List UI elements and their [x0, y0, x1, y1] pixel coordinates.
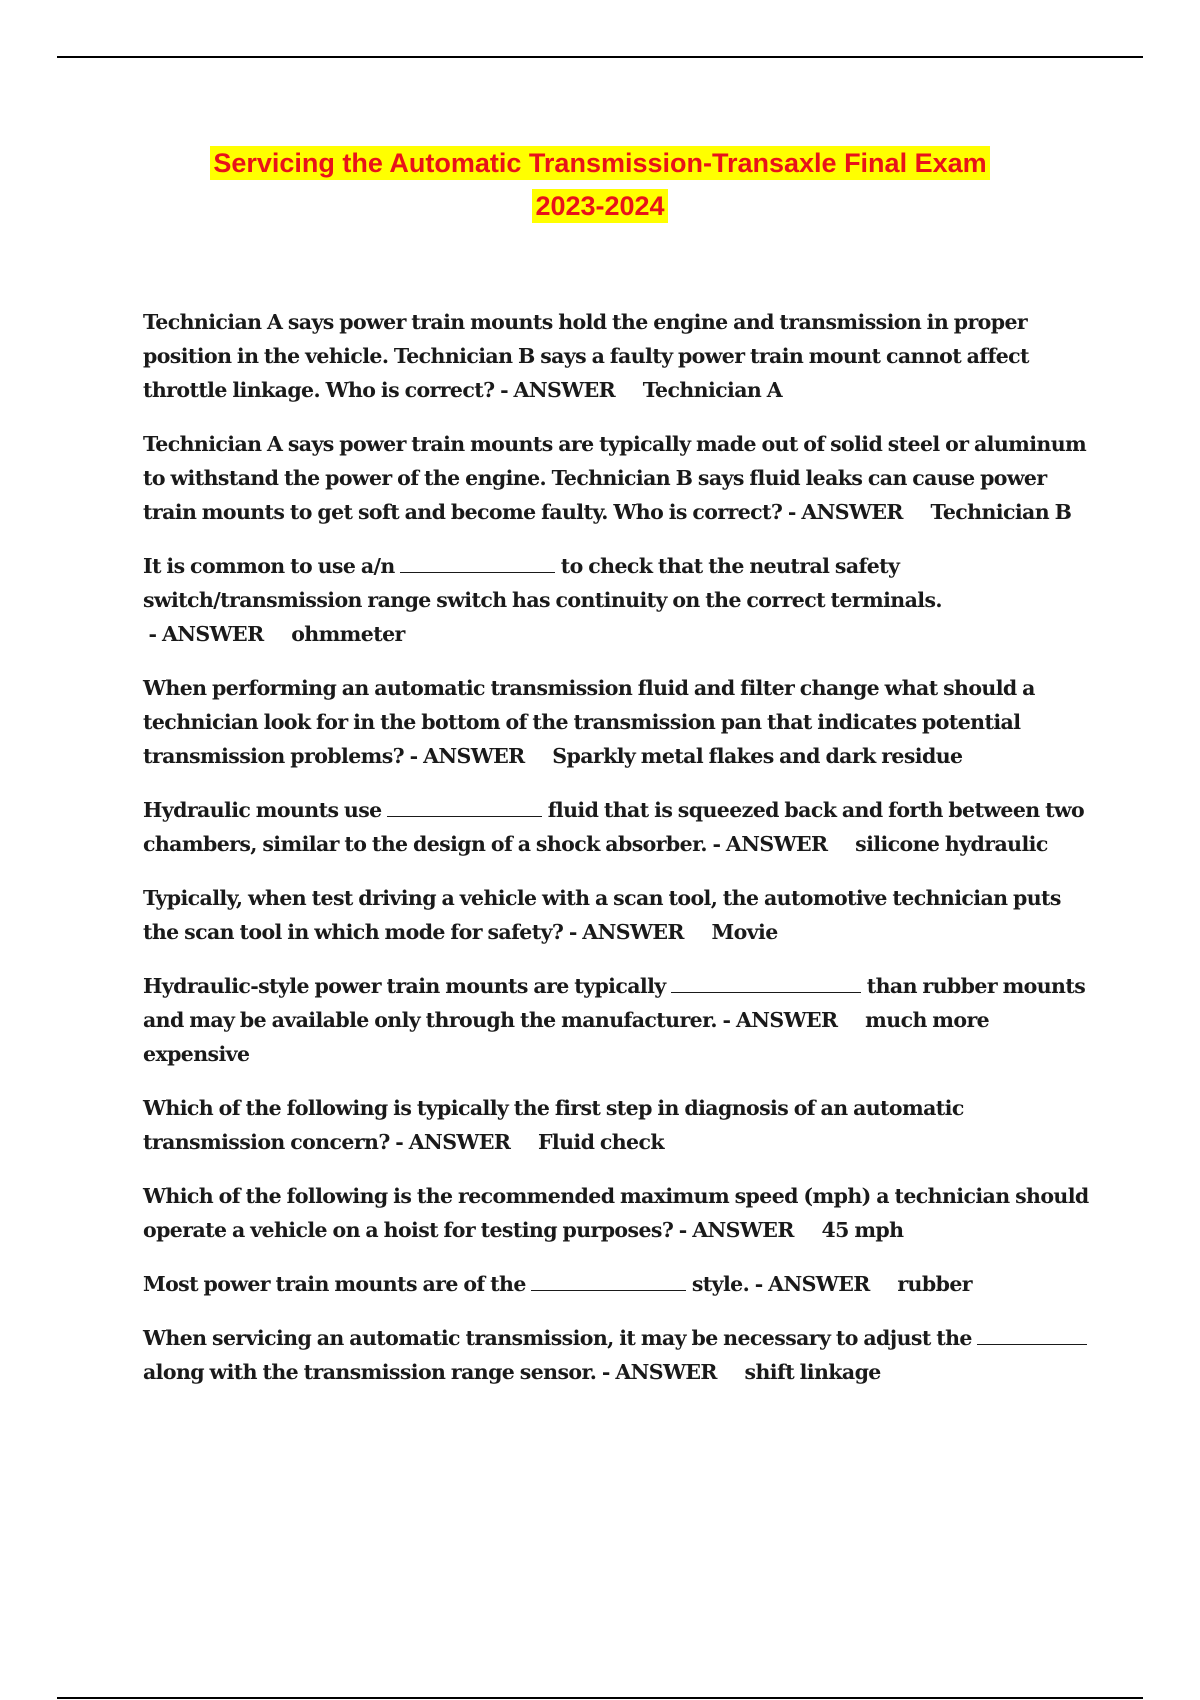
question-text: Technician A says power train mounts are typically made out of solid steel or aluminum to withstand the power of the engine. Technician B says fluid leaks can cause power train mounts to get soft and become faulty. Who is correct?	[143, 432, 1087, 524]
answer-text: much more expensive	[143, 1008, 990, 1066]
question-text-after: than rubber mounts and may be available only through the manufacturer.	[143, 974, 1086, 1032]
qa-item	[143, 1321, 1093, 1389]
title-line-1: Servicing the Automatic Transmission-Transaxle Final Exam	[210, 146, 989, 180]
answer-text: Technician A	[642, 378, 783, 402]
fill-in-blank	[977, 1324, 1087, 1345]
question-text: Technician A says power train mounts hold the engine and transmission in proper position in the vehicle. Technician B says a faulty power train mount cannot affect throttle linkage. Who is correct?	[143, 310, 1029, 402]
answer-text: Sparkly metal flakes and dark residue	[552, 744, 963, 768]
question-text-before: Most power train mounts are of the	[143, 1272, 526, 1296]
answer-separator: - ANSWER	[143, 622, 292, 646]
question-text: When performing an automatic transmission fluid and filter change what should a technician look for in the bottom of the transmission pan that indicates potential transmission problems?	[143, 676, 1035, 768]
qa-item	[143, 1091, 1093, 1159]
question-text-after: fluid that is squeezed back and forth between two chambers, similar to the design of a shock absorber.	[143, 798, 1085, 856]
qa-item	[143, 305, 1093, 407]
fill-in-blank	[671, 972, 861, 993]
qa-item	[143, 671, 1093, 773]
answer-text: Fluid check	[537, 1130, 664, 1154]
question-text: Which of the following is typically the first step in diagnosis of an automatic transmission concern?	[143, 1096, 964, 1154]
question-text-after: style.	[691, 1272, 750, 1296]
answer-separator: - ANSWER	[782, 500, 931, 524]
answer-separator: - ANSWER	[706, 832, 856, 856]
answer-text: Movie	[711, 920, 778, 944]
answer-separator: - ANSWER	[389, 1130, 538, 1154]
answer-separator: - ANSWER	[563, 920, 712, 944]
title-line-2: 2023-2024	[532, 189, 667, 223]
answer-text: ohmmeter	[291, 622, 405, 646]
question-text-after: to check that the neutral safety switch/transmission range switch has continuity on the correct terminals.	[143, 554, 942, 612]
fill-in-blank	[531, 1270, 686, 1291]
qa-item	[143, 1179, 1093, 1247]
question-list	[143, 305, 1093, 1409]
answer-separator: - ANSWER	[749, 1272, 898, 1296]
question-text-after: along with the transmission range sensor.	[143, 1360, 597, 1384]
answer-text: rubber	[897, 1272, 972, 1296]
answer-separator: - ANSWER	[716, 1008, 866, 1032]
answer-separator: - ANSWER	[596, 1360, 745, 1384]
answer-text: shift linkage	[744, 1360, 881, 1384]
qa-item	[143, 881, 1093, 949]
qa-item	[143, 793, 1093, 861]
answer-separator: - ANSWER	[494, 378, 643, 402]
question-text-before: Hydraulic-style power train mounts are typically	[143, 974, 666, 998]
answer-text: silicone hydraulic	[855, 832, 1048, 856]
qa-item	[143, 1267, 1093, 1301]
answer-separator: - ANSWER	[404, 744, 553, 768]
bottom-rule	[57, 1697, 1143, 1699]
answer-separator: - ANSWER	[673, 1218, 822, 1242]
fill-in-blank	[400, 552, 555, 573]
question-text: Which of the following is the recommended maximum speed (mph) a technician should operate a vehicle on a hoist for testing purposes?	[143, 1184, 1089, 1242]
answer-text: Technician B	[930, 500, 1072, 524]
qa-item	[143, 969, 1093, 1071]
fill-in-blank	[387, 796, 542, 817]
answer-text: 45 mph	[821, 1218, 904, 1242]
qa-item	[143, 549, 1093, 651]
question-text-before: It is common to use a/n	[143, 554, 395, 578]
question-text-before: When servicing an automatic transmission, it may be necessary to adjust the	[143, 1326, 972, 1350]
qa-item	[143, 427, 1093, 529]
question-text-before: Hydraulic mounts use	[143, 798, 382, 822]
top-rule	[57, 56, 1143, 58]
question-text: Typically, when test driving a vehicle with a scan tool, the automotive technician puts the scan tool in which mode for safety?	[143, 886, 1061, 944]
page-title	[60, 142, 1140, 228]
